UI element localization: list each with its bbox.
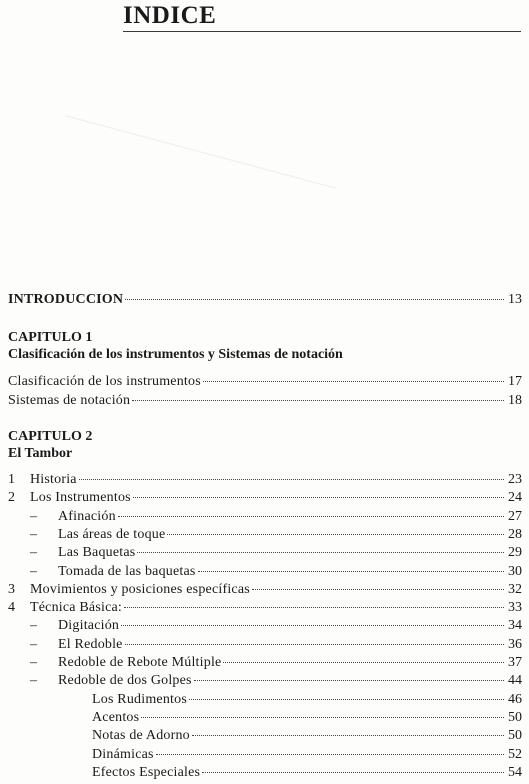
dot-leader: [202, 771, 504, 773]
toc-entry[interactable]: [8, 490, 522, 509]
toc-entry-bullet: –: [30, 526, 37, 542]
toc-entry-page: 54: [508, 764, 522, 780]
dot-leader: [203, 380, 504, 382]
dot-leader: [156, 753, 504, 755]
dot-leader: [121, 624, 504, 626]
toc-entry-page: 30: [508, 563, 522, 579]
title-underline: [123, 31, 521, 32]
toc-entry-label: Acentos: [92, 709, 140, 725]
toc-entry[interactable]: [8, 564, 522, 583]
toc-entry-bullet: –: [30, 545, 37, 561]
page-title: INDICE: [123, 2, 217, 29]
toc-entry-label: Sistemas de notación: [8, 393, 131, 408]
toc-entry-label: El Redoble: [58, 636, 123, 652]
toc-entry-bullet: –: [30, 563, 37, 579]
dot-leader: [79, 478, 504, 480]
toc-entry-label: Técnica Básica:: [30, 600, 123, 616]
toc-entry-label: Notas de Adorno: [92, 728, 190, 744]
toc-entry-introduccion[interactable]: [8, 292, 522, 311]
dot-leader: [133, 496, 504, 498]
toc-entry[interactable]: [8, 765, 522, 784]
toc-entry-bullet: –: [30, 508, 37, 524]
dot-leader: [137, 551, 504, 553]
toc-entry-page: 29: [508, 545, 522, 561]
dot-leader: [125, 298, 504, 300]
toc-entry-page: 46: [508, 691, 522, 707]
toc-entry-page: 17: [508, 374, 522, 389]
toc-entry-label: Movimientos y posiciones específicas: [30, 581, 250, 597]
toc-entry[interactable]: [8, 600, 522, 619]
toc-entry[interactable]: [8, 655, 522, 674]
toc-entry-page: 23: [508, 472, 522, 487]
toc-entry-bullet: –: [30, 655, 37, 670]
toc-entry-label: Los Rudimentos: [92, 691, 187, 707]
chapter-2-subtitle: El Tambor: [8, 446, 73, 461]
dot-leader: [198, 570, 504, 572]
toc-entry-bullet: –: [30, 673, 37, 689]
dot-leader: [252, 588, 504, 590]
dot-leader: [125, 643, 504, 645]
toc-entry-label: Redoble de Rebote Múltiple: [58, 655, 222, 670]
toc-entry-label: Afinación: [58, 508, 116, 524]
dot-leader: [141, 716, 504, 718]
chapter-2-heading: CAPITULO 2: [8, 429, 93, 444]
dot-leader: [189, 698, 504, 700]
toc-entry-label: Digitación: [58, 618, 120, 634]
toc-entry[interactable]: [8, 545, 522, 564]
toc-entry-label: Clasificación de los instrumentos: [8, 374, 201, 389]
toc-entry[interactable]: [8, 374, 522, 393]
toc-entry-number: 4: [8, 600, 15, 616]
toc-entry-page: 52: [508, 746, 522, 762]
toc-entry-label: Tomada de las baquetas: [58, 563, 196, 579]
toc-entry[interactable]: [8, 618, 522, 637]
toc-entry-label: Redoble de dos Golpes: [58, 673, 192, 689]
toc-entry-page: 36: [508, 636, 522, 652]
toc-entry-label: Las áreas de toque: [58, 526, 166, 542]
toc-entry-page: 44: [508, 673, 522, 689]
toc-entry-page: 37: [508, 655, 522, 670]
toc-entry[interactable]: [8, 393, 522, 412]
toc-entry[interactable]: [8, 673, 522, 692]
toc-entry-page: 32: [508, 581, 522, 597]
dot-leader: [124, 606, 504, 608]
toc-entry[interactable]: [8, 582, 522, 601]
toc-entry-page: 50: [508, 709, 522, 725]
toc-entry-label: Dinámicas: [92, 746, 154, 762]
toc-entry-bullet: –: [30, 636, 37, 652]
toc-entry-page: 28: [508, 526, 522, 542]
toc-entry-page: 13: [508, 292, 522, 307]
dot-leader: [118, 515, 504, 517]
toc-entry-label: Efectos Especiales: [92, 764, 201, 780]
dot-leader: [223, 661, 504, 663]
toc-entry[interactable]: [8, 747, 522, 766]
dot-leader: [132, 399, 504, 401]
toc-entry-number: 3: [8, 581, 15, 597]
chapter-1-heading: CAPITULO 1: [8, 330, 93, 345]
toc-entry[interactable]: [8, 509, 522, 528]
toc-entry-number: 1: [8, 472, 15, 487]
toc-entry-label: Las Baquetas: [58, 545, 136, 561]
dot-leader: [194, 679, 504, 681]
toc-entry[interactable]: [8, 728, 522, 747]
toc-entry[interactable]: [8, 472, 522, 491]
toc-entry[interactable]: [8, 692, 522, 711]
toc-entry-label: INTRODUCCION: [8, 292, 124, 307]
dot-leader: [192, 734, 504, 736]
toc-entry-bullet: –: [30, 618, 37, 634]
chapter-1-subtitle: Clasificación de los instrumentos y Sistemas de notación: [8, 347, 343, 362]
toc-entry[interactable]: [8, 637, 522, 656]
toc-entry-page: 50: [508, 728, 522, 744]
toc-entry-label: Los Instrumentos: [30, 490, 131, 506]
toc-entry-page: 34: [508, 618, 522, 634]
toc-entry-page: 18: [508, 393, 522, 408]
toc-entry-page: 27: [508, 508, 522, 524]
dot-leader: [167, 533, 504, 535]
paper-mark: [44, 115, 335, 266]
toc-entry-number: 2: [8, 490, 15, 506]
toc-entry-label: Historia: [30, 472, 77, 487]
toc-entry-page: 33: [508, 600, 522, 616]
toc-entry-page: 24: [508, 490, 522, 506]
toc-entry[interactable]: [8, 710, 522, 729]
toc-entry[interactable]: [8, 527, 522, 546]
